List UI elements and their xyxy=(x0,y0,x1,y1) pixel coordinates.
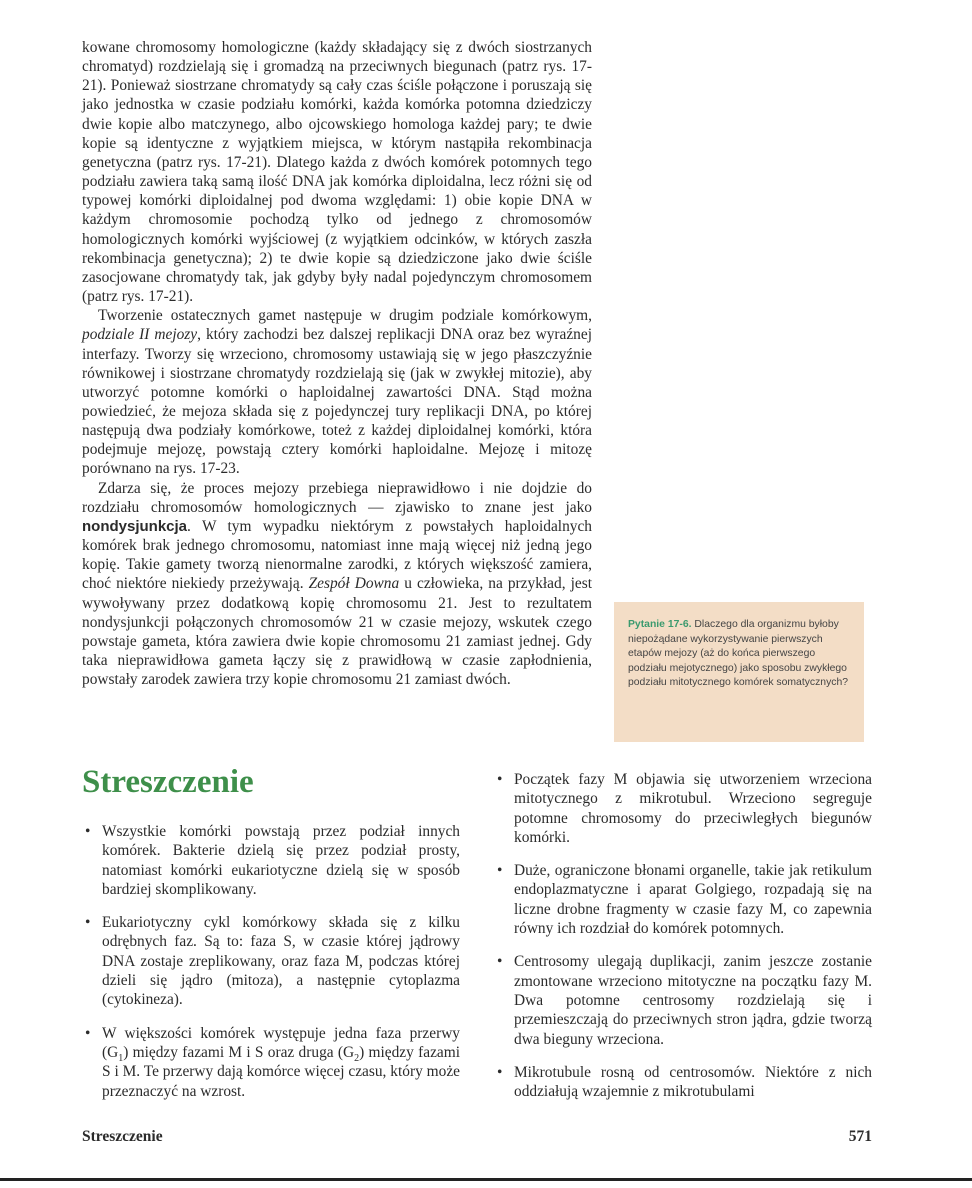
summary-bullet: • Początek fazy M objawia się utworzeniem wrzeciona mitotycznego z mikrotubul. Wrzeciono segreguje potomne chromosomy do przeciwległych biegunów komórki. xyxy=(494,770,872,847)
question-text: Dlaczego dla organizmu byłoby niepożądane wykorzystywanie pierwszych etapów mejozy (aż do końca pierwszego podziału mejotycznego) jako sposobu zwykłego podziału mitotycznego komórek somatycznych? xyxy=(628,619,849,689)
page-number: 571 xyxy=(848,1128,872,1145)
term-nondisjunction: nondysjunkcja xyxy=(82,517,188,535)
summary-bullet: • W większości komórek występuje jedna faza przerwy $(G_1)$ między fazami M i S oraz druga $(G_2)$ między fazami S i M. Te przerwy dają komórce więcej czasu, który może przeznaczyć na wzrost. xyxy=(82,1024,460,1101)
running-footer-title: Streszczenie xyxy=(82,1128,163,1145)
question-box xyxy=(614,602,864,742)
summary-bullet: • Centrosomy ulegają duplikacji, zanim jeszcze zostanie zmontowane wrzeciono mitotyczne na początku fazy M. Dwa potomne centrosomy rozdzielają się i przemieszczają do przeciwnych stron jądra, gdzie tworzą dwa bieguny wrzeciona. xyxy=(494,952,872,1048)
summary-bullet: • Mikrotubule rosną od centrosomów. Niektóre z nich oddziałują wzajemnie z mikrotubulami xyxy=(494,1063,872,1102)
term-meiosis-ii: podziale II mejozy xyxy=(82,326,198,344)
paragraph-2: Tworzenie ostatecznych gamet następuje w drugim podziale komórkowym, podziale II mejozy, który zachodzi bez dalszej replikacji DNA oraz bez wyraźnej interfazy. Tworzy się wrzeciono, chromosomy ustawiają się w jego płaszczyźnie równikowej i siostrzane chromatydy rozdzielają się (jak w zwykłej mitozie), aby utworzyć potomne komórki o haploidalnej zawartości DNA. Stąd można powiedzieć, że mejoza składa się z pojedynczej tury replikacji DNA, po której następują dwa podziały komórkowe, toteż z każdej diploidalnej komórki, która podejmuje mejozę, powstają cztery komórki haploidalne. Mejozę i mitozę porównano na rys. 17-23. xyxy=(82,307,592,478)
summary-bullet: • Duże, ograniczone błonami organelle, takie jak retikulum endoplazmatyczne i aparat Golgiego, rozpadają się na liczne drobne fragmenty w czasie fazy M, co zapewnia równy ich rozdział do komórek potomnych. xyxy=(494,861,872,938)
summary-bullet: • Wszystkie komórki powstają przez podział innych komórek. Bakterie dzielą się przez podział prosty, natomiast komórki eukariotyczne dzielą się w sposób bardziej skomplikowany. xyxy=(82,822,460,899)
bottom-rule xyxy=(0,1178,972,1181)
summary-left-column xyxy=(82,822,460,1115)
paragraph-3: Zdarza się, że proces mejozy przebiega nieprawidłowo i nie dojdzie do rozdziału chromosomów homologicznych — zjawisko to znane jest jako nondysjunkcja. W tym wypadku niektórym z powstałych haploidalnych komórek brak jednego chromosomu, natomiast inne mają więcej niż jedną jego kopię. Takie gamety tworzą nienormalne zarodki, z których większość zamiera, choć niektóre niekiedy przeżywają. Zespół Downa u człowieka, na przykład, jest wywoływany przez dodatkową kopię chromosomu 21. Jest to rezultatem nondysjunkcji połączonych chromosomów 21 w czasie mejozy, wskutek czego powstaje gameta, która zawiera dwie kopie chromosomu 21 zamiast jednej. Gdy taka nieprawidłowa gameta łączy się z prawidłową w czasie zapłodnienia, powstały zarodek zawiera trzy kopie chromosomu 21 zamiast dwóch. xyxy=(82,479,592,689)
question-label: Pytanie 17-6. xyxy=(628,619,692,630)
term-down-syndrome: Zespół Downa xyxy=(308,575,400,593)
summary-heading: Streszczenie xyxy=(82,764,254,800)
summary-right-column xyxy=(494,770,872,1115)
paragraph-1: kowane chromosomy homologiczne (każdy składający się z dwóch siostrzanych chromatyd) rozdzielają się i gromadzą na przeciwnych biegunach (patrz rys. 17-21). Ponieważ siostrzane chromatydy są cały czas ściśle połączone i poruszają się jako jednostka w czasie podziału komórki, każda komórka potomna dziedziczy dwie kopie albo matczynego, albo ojcowskiego homologa każdej pary; te dwie kopie są identyczne z wyjątkiem miejsca, w którym nastąpiła rekombinacja genetyczna (patrz rys. 17-21). Dlatego każda z dwóch komórek potomnych tego podziału zawiera taką samą ilość DNA jak komórka diploidalna, lecz różni się od typowej komórki diploidalnej pod dwoma względami: 1) obie kopie DNA w każdym chromosomie pochodzą tylko od jednego z chromosomów homologicznych komórki wyjściowej (z wyjątkiem odcinków, w których zaszła rekombinacja genetyczna); 2) te dwie kopie są dziedziczone jako dwie ściśle zasocjowane chromatydy tak, jak gdyby były nadal pojedynczym chromosomem (patrz rys. 17-21). xyxy=(82,39,592,306)
main-text xyxy=(82,38,592,689)
summary-bullet: • Eukariotyczny cykl komórkowy składa się z kilku odrębnych faz. Są to: faza S, w czasie której jądrowy DNA zostaje zreplikowany, oraz faza M, podczas której dzieli się jądro (mitoza), a następnie cytoplazma (cytokineza). xyxy=(82,913,460,1009)
